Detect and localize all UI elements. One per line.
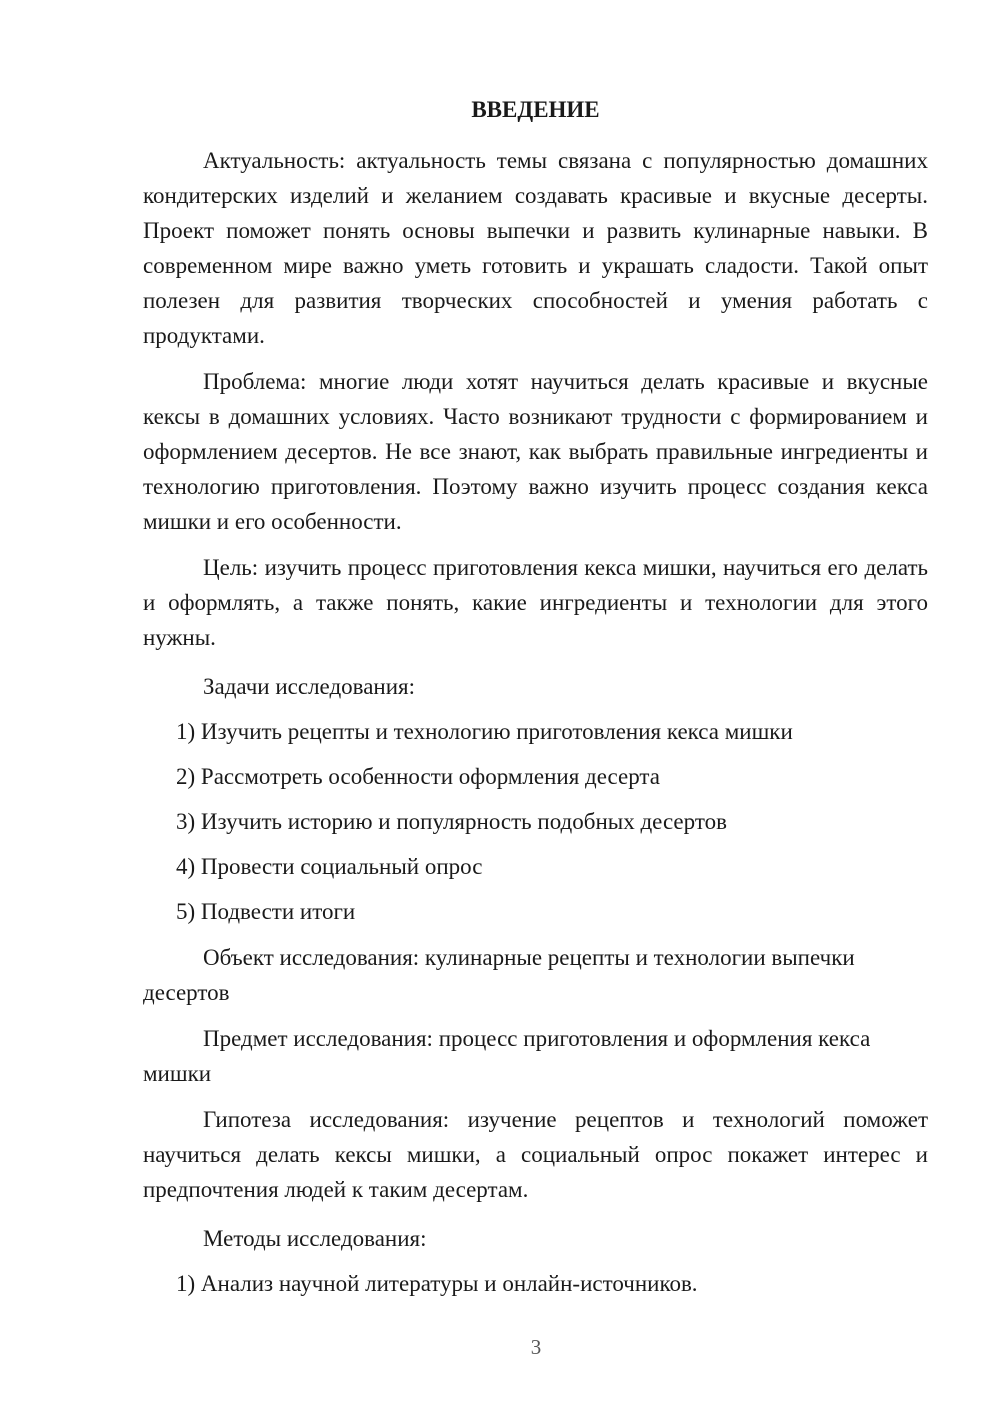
list-item: 2) Рассмотреть особенности оформления десерта <box>176 764 660 789</box>
hypothesis-paragraph: Гипотеза исследования: изучение рецептов и технологий поможет научиться делать кексы мишки, а социальный опрос покажет интерес и предпочтения людей к таким десертам. <box>143 1107 928 1202</box>
relevance-paragraph: Актуальность: актуальность темы связана с популярностью домашних кондитерских изделий и желанием создавать красивые и вкусные десерты. Проект поможет понять основы выпечки и развить кулинарные навыки. В современном мире важно уметь готовить и украшать сладости. Такой опыт полезен для развития творческих способностей и умения работать с продуктами. <box>143 148 928 348</box>
list-item: 4) Провести социальный опрос <box>176 854 483 879</box>
tasks-list <box>143 714 928 929</box>
list-item: 3) Изучить историю и популярность подобных десертов <box>176 809 727 834</box>
methods-list <box>143 1266 928 1301</box>
page-content <box>143 95 928 1312</box>
subject-paragraph: Предмет исследования: процесс приготовления и оформления кекса мишки <box>143 1026 871 1086</box>
section-title: ВВЕДЕНИЕ <box>471 97 600 122</box>
object-paragraph: Объект исследования: кулинарные рецепты и технологии выпечки десертов <box>143 945 855 1005</box>
goal-paragraph: Цель: изучить процесс приготовления кекса мишки, научиться его делать и оформлять, а также понять, какие ингредиенты и технологии для этого нужны. <box>143 555 928 650</box>
page-number: 3 <box>530 1335 542 1359</box>
problem-paragraph: Проблема: многие люди хотят научиться делать красивые и вкусные кексы в домашних условиях. Часто возникают трудности с формированием и оформлением десертов. Не все знают, как выбрать правильные ингредиенты и технологию приготовления. Поэтому важно изучить процесс создания кекса мишки и его особенности. <box>143 369 928 534</box>
methods-heading: Методы исследования: <box>203 1226 427 1251</box>
list-item: 1) Анализ научной литературы и онлайн-источников. <box>176 1271 698 1296</box>
list-item: 1) Изучить рецепты и технологию приготовления кекса мишки <box>176 719 793 744</box>
tasks-heading: Задачи исследования: <box>203 674 416 699</box>
list-item: 5) Подвести итоги <box>176 899 356 924</box>
